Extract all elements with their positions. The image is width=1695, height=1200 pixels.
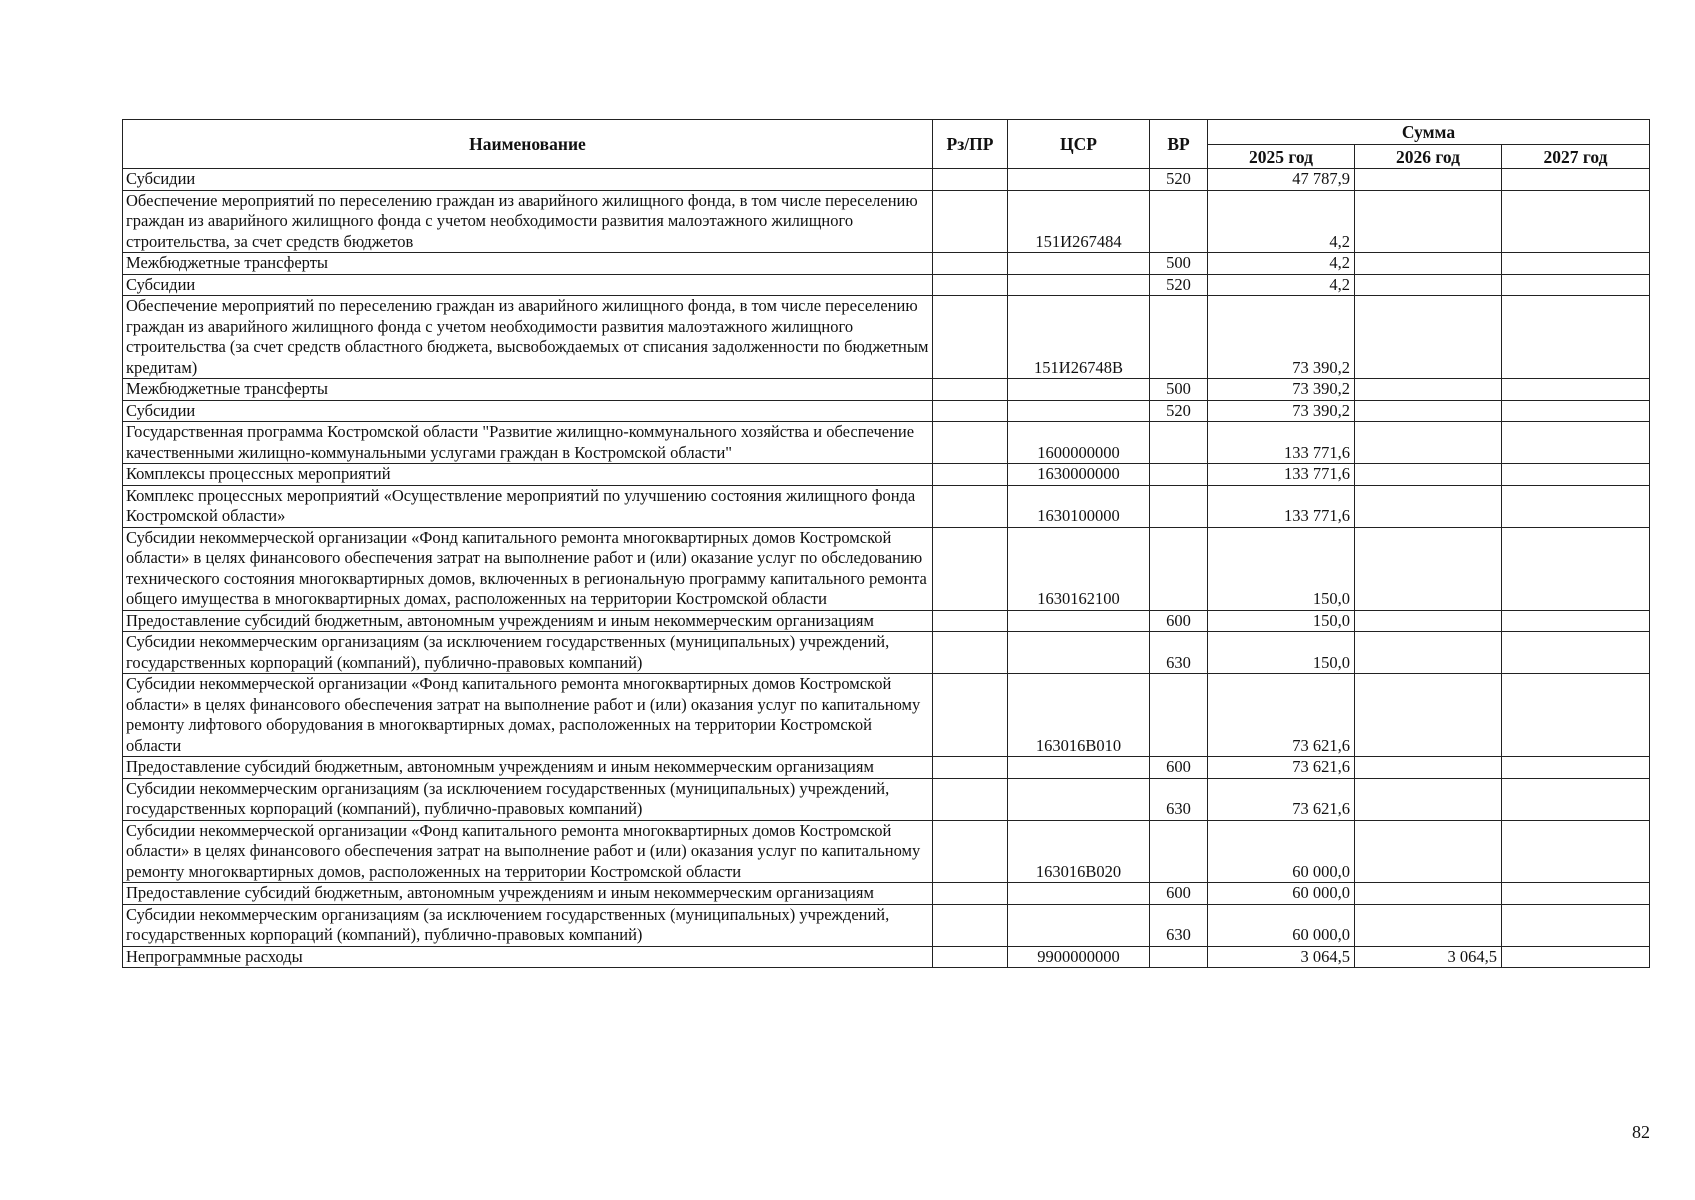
- cell-vr: [1150, 296, 1208, 379]
- cell-sum-2025: 60 000,0: [1208, 883, 1355, 905]
- cell-vr: 520: [1150, 274, 1208, 296]
- cell-name: Субсидии: [123, 400, 933, 422]
- cell-sum-2025: 150,0: [1208, 610, 1355, 632]
- cell-csr: 1630000000: [1008, 464, 1150, 486]
- table-header: [123, 120, 1650, 169]
- cell-csr: 1630162100: [1008, 527, 1150, 610]
- cell-csr: [1008, 632, 1150, 674]
- cell-csr: [1008, 253, 1150, 275]
- header-vr: ВР: [1150, 120, 1208, 169]
- cell-rz-pr: [933, 946, 1008, 968]
- cell-rz-pr: [933, 169, 1008, 191]
- cell-sum-2025: 73 621,6: [1208, 778, 1355, 820]
- header-year-2027: 2027 год: [1502, 145, 1650, 169]
- cell-sum-2026: [1355, 820, 1502, 883]
- cell-sum-2026: [1355, 253, 1502, 275]
- cell-csr: [1008, 757, 1150, 779]
- cell-vr: [1150, 422, 1208, 464]
- cell-sum-2027: [1502, 169, 1650, 191]
- cell-vr: 600: [1150, 610, 1208, 632]
- cell-sum-2027: [1502, 400, 1650, 422]
- cell-sum-2027: [1502, 632, 1650, 674]
- cell-vr: 520: [1150, 169, 1208, 191]
- cell-sum-2027: [1502, 422, 1650, 464]
- cell-vr: 500: [1150, 379, 1208, 401]
- table-row: [123, 400, 1650, 422]
- table-body: [123, 169, 1650, 968]
- cell-name: Комплексы процессных мероприятий: [123, 464, 933, 486]
- cell-vr: [1150, 464, 1208, 486]
- table-row: [123, 485, 1650, 527]
- cell-vr: 630: [1150, 904, 1208, 946]
- cell-csr: [1008, 778, 1150, 820]
- table-row: [123, 296, 1650, 379]
- table-row: [123, 904, 1650, 946]
- cell-name: Субсидии некоммерческой организации «Фонд капитального ремонта многоквартирных домов Костромской области» в целях финансового обеспечения затрат на выполнение работ и (или) оказания услуг по капитальному ремонту лифтового оборудования в многоквартирных домах, расположенных на территории Костромской области: [123, 674, 933, 757]
- cell-sum-2026: [1355, 883, 1502, 905]
- table-row: [123, 379, 1650, 401]
- cell-vr: 630: [1150, 778, 1208, 820]
- header-sum: Сумма: [1208, 120, 1650, 145]
- table-row: [123, 610, 1650, 632]
- cell-sum-2025: 4,2: [1208, 274, 1355, 296]
- cell-vr: [1150, 674, 1208, 757]
- header-year-2025: 2025 год: [1208, 145, 1355, 169]
- cell-csr: 163016В020: [1008, 820, 1150, 883]
- cell-sum-2026: [1355, 778, 1502, 820]
- cell-sum-2025: 47 787,9: [1208, 169, 1355, 191]
- table-row: [123, 674, 1650, 757]
- cell-sum-2025: 4,2: [1208, 190, 1355, 253]
- cell-vr: 600: [1150, 883, 1208, 905]
- table-row: [123, 632, 1650, 674]
- cell-sum-2026: [1355, 379, 1502, 401]
- cell-sum-2027: [1502, 296, 1650, 379]
- cell-vr: [1150, 190, 1208, 253]
- cell-sum-2027: [1502, 778, 1650, 820]
- cell-rz-pr: [933, 379, 1008, 401]
- cell-sum-2026: [1355, 757, 1502, 779]
- table-row: [123, 946, 1650, 968]
- cell-sum-2026: [1355, 610, 1502, 632]
- cell-sum-2027: [1502, 883, 1650, 905]
- cell-sum-2027: [1502, 485, 1650, 527]
- cell-sum-2027: [1502, 674, 1650, 757]
- table-row: [123, 757, 1650, 779]
- cell-name: Субсидии: [123, 169, 933, 191]
- cell-csr: [1008, 274, 1150, 296]
- cell-sum-2027: [1502, 904, 1650, 946]
- cell-name: Межбюджетные трансферты: [123, 379, 933, 401]
- cell-rz-pr: [933, 296, 1008, 379]
- cell-csr: 163016В010: [1008, 674, 1150, 757]
- cell-name: Субсидии некоммерческим организациям (за исключением государственных (муниципальных) учреждений, государственных корпораций (компаний), публично-правовых компаний): [123, 904, 933, 946]
- cell-name: Предоставление субсидий бюджетным, автономным учреждениям и иным некоммерческим организациям: [123, 610, 933, 632]
- cell-vr: 520: [1150, 400, 1208, 422]
- cell-rz-pr: [933, 422, 1008, 464]
- cell-name: Предоставление субсидий бюджетным, автономным учреждениям и иным некоммерческим организациям: [123, 883, 933, 905]
- table-row: [123, 464, 1650, 486]
- cell-rz-pr: [933, 904, 1008, 946]
- cell-rz-pr: [933, 674, 1008, 757]
- cell-sum-2027: [1502, 274, 1650, 296]
- cell-sum-2027: [1502, 527, 1650, 610]
- cell-sum-2026: [1355, 190, 1502, 253]
- cell-sum-2025: 133 771,6: [1208, 464, 1355, 486]
- table-row: [123, 883, 1650, 905]
- cell-name: Обеспечение мероприятий по переселению граждан из аварийного жилищного фонда, в том числе переселению граждан из аварийного жилищного фонда с учетом необходимости развития малоэтажного жилищного строительства (за счет средств областного бюджета, высвобождаемых от списания задолженности по бюджетным кредитам): [123, 296, 933, 379]
- cell-sum-2025: 73 390,2: [1208, 400, 1355, 422]
- table-row: [123, 169, 1650, 191]
- table-row: [123, 253, 1650, 275]
- cell-vr: 600: [1150, 757, 1208, 779]
- cell-vr: [1150, 485, 1208, 527]
- table-row: [123, 274, 1650, 296]
- table-row: [123, 190, 1650, 253]
- cell-rz-pr: [933, 485, 1008, 527]
- cell-sum-2026: [1355, 400, 1502, 422]
- cell-name: Обеспечение мероприятий по переселению граждан из аварийного жилищного фонда, в том числе переселению граждан из аварийного жилищного фонда с учетом необходимости развития малоэтажного жилищного строительства, за счет средств бюджетов: [123, 190, 933, 253]
- cell-name: Субсидии некоммерческим организациям (за исключением государственных (муниципальных) учреждений, государственных корпораций (компаний), публично-правовых компаний): [123, 778, 933, 820]
- cell-csr: [1008, 904, 1150, 946]
- cell-sum-2025: 60 000,0: [1208, 820, 1355, 883]
- cell-rz-pr: [933, 253, 1008, 275]
- cell-sum-2026: [1355, 904, 1502, 946]
- cell-sum-2025: 73 621,6: [1208, 674, 1355, 757]
- cell-csr: 151И267484: [1008, 190, 1150, 253]
- cell-rz-pr: [933, 527, 1008, 610]
- cell-name: Непрограммные расходы: [123, 946, 933, 968]
- header-rz-pr: Рз/ПР: [933, 120, 1008, 169]
- cell-sum-2027: [1502, 379, 1650, 401]
- cell-name: Межбюджетные трансферты: [123, 253, 933, 275]
- header-name: Наименование: [123, 120, 933, 169]
- cell-name: Предоставление субсидий бюджетным, автономным учреждениям и иным некоммерческим организациям: [123, 757, 933, 779]
- cell-csr: 1630100000: [1008, 485, 1150, 527]
- cell-sum-2025: 60 000,0: [1208, 904, 1355, 946]
- cell-vr: [1150, 946, 1208, 968]
- cell-sum-2026: 3 064,5: [1355, 946, 1502, 968]
- cell-sum-2026: [1355, 296, 1502, 379]
- cell-vr: [1150, 527, 1208, 610]
- cell-csr: 1600000000: [1008, 422, 1150, 464]
- cell-csr: [1008, 610, 1150, 632]
- cell-name: Субсидии: [123, 274, 933, 296]
- cell-sum-2025: 73 390,2: [1208, 296, 1355, 379]
- cell-rz-pr: [933, 610, 1008, 632]
- cell-sum-2027: [1502, 253, 1650, 275]
- cell-csr: [1008, 400, 1150, 422]
- header-csr: ЦСР: [1008, 120, 1150, 169]
- header-year-2026: 2026 год: [1355, 145, 1502, 169]
- cell-sum-2025: 3 064,5: [1208, 946, 1355, 968]
- cell-sum-2025: 73 390,2: [1208, 379, 1355, 401]
- budget-table: [122, 119, 1650, 968]
- cell-sum-2026: [1355, 485, 1502, 527]
- cell-name: Субсидии некоммерческой организации «Фонд капитального ремонта многоквартирных домов Костромской области» в целях финансового обеспечения затрат на выполнение работ и (или) оказание услуг по обследованию технического состояния многоквартирных домов, включенных в региональную программу капитального ремонта общего имущества в многоквартирных домах, расположенных на территории Костромской области: [123, 527, 933, 610]
- cell-rz-pr: [933, 400, 1008, 422]
- cell-sum-2026: [1355, 274, 1502, 296]
- cell-vr: [1150, 820, 1208, 883]
- cell-rz-pr: [933, 778, 1008, 820]
- table-row: [123, 820, 1650, 883]
- cell-rz-pr: [933, 757, 1008, 779]
- cell-name: Субсидии некоммерческой организации «Фонд капитального ремонта многоквартирных домов Костромской области» в целях финансового обеспечения затрат на выполнение работ и (или) оказания услуг по капитальному ремонту многоквартирных домов, расположенных на территории Костромской области: [123, 820, 933, 883]
- cell-sum-2026: [1355, 422, 1502, 464]
- cell-sum-2025: 150,0: [1208, 527, 1355, 610]
- cell-name: Субсидии некоммерческим организациям (за исключением государственных (муниципальных) учреждений, государственных корпораций (компаний), публично-правовых компаний): [123, 632, 933, 674]
- cell-sum-2027: [1502, 464, 1650, 486]
- cell-sum-2026: [1355, 464, 1502, 486]
- cell-vr: 500: [1150, 253, 1208, 275]
- cell-sum-2026: [1355, 632, 1502, 674]
- cell-csr: 151И26748В: [1008, 296, 1150, 379]
- cell-name: Государственная программа Костромской области "Развитие жилищно-коммунального хозяйства и обеспечение качественными жилищно-коммунальными услугами граждан в Костромской области": [123, 422, 933, 464]
- cell-sum-2027: [1502, 757, 1650, 779]
- cell-csr: 9900000000: [1008, 946, 1150, 968]
- cell-rz-pr: [933, 820, 1008, 883]
- cell-csr: [1008, 169, 1150, 191]
- cell-sum-2025: 73 621,6: [1208, 757, 1355, 779]
- cell-rz-pr: [933, 190, 1008, 253]
- cell-sum-2025: 150,0: [1208, 632, 1355, 674]
- cell-rz-pr: [933, 883, 1008, 905]
- table-row: [123, 527, 1650, 610]
- cell-sum-2025: 133 771,6: [1208, 485, 1355, 527]
- cell-sum-2026: [1355, 169, 1502, 191]
- cell-csr: [1008, 379, 1150, 401]
- cell-csr: [1008, 883, 1150, 905]
- cell-rz-pr: [933, 632, 1008, 674]
- cell-sum-2027: [1502, 610, 1650, 632]
- page-number: 82: [1632, 1122, 1650, 1142]
- cell-name: Комплекс процессных мероприятий «Осуществление мероприятий по улучшению состояния жилищного фонда Костромской области»: [123, 485, 933, 527]
- cell-sum-2027: [1502, 946, 1650, 968]
- table-row: [123, 422, 1650, 464]
- cell-sum-2027: [1502, 190, 1650, 253]
- cell-sum-2025: 133 771,6: [1208, 422, 1355, 464]
- cell-sum-2026: [1355, 674, 1502, 757]
- cell-sum-2025: 4,2: [1208, 253, 1355, 275]
- table-row: [123, 778, 1650, 820]
- cell-vr: 630: [1150, 632, 1208, 674]
- cell-sum-2027: [1502, 820, 1650, 883]
- cell-rz-pr: [933, 464, 1008, 486]
- cell-sum-2026: [1355, 527, 1502, 610]
- cell-rz-pr: [933, 274, 1008, 296]
